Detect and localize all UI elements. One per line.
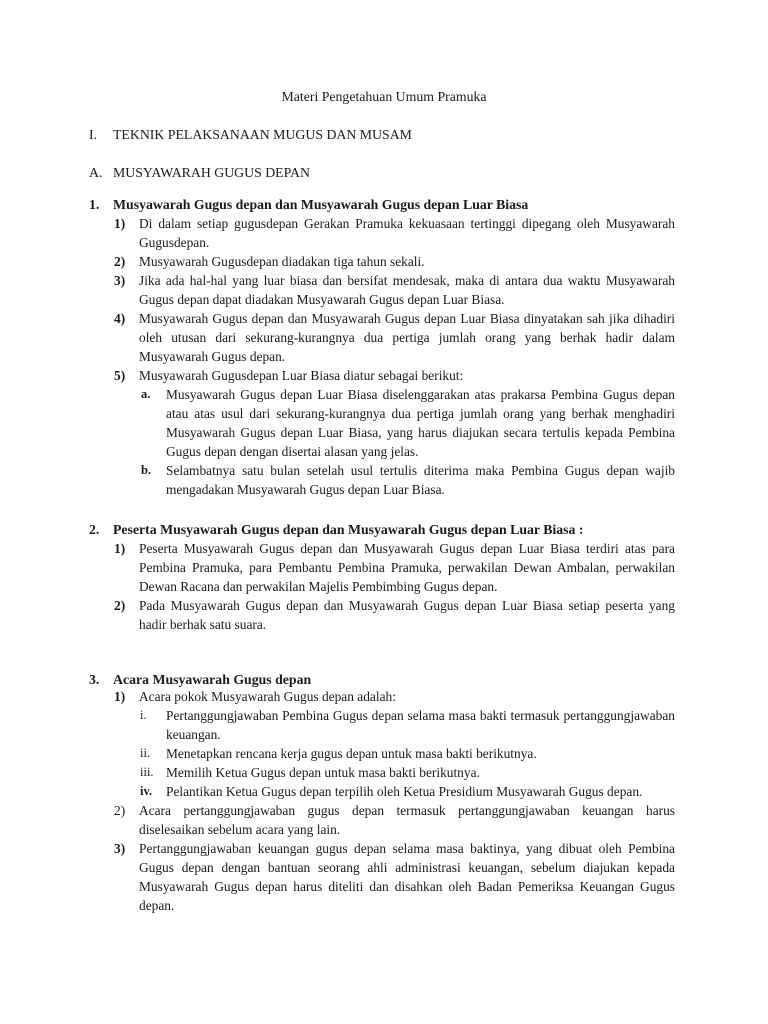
section-1-title: 1. Musyawarah Gugus depan dan Musyawarah Gugus depan Luar Biasa <box>89 197 529 212</box>
list-item: 3) Jika ada hal-hal yang luar biasa dan bersifat mendesak, maka di antara dua waktu Musyawarah Gugus depan dapat diadakan Musyawarah Gugus depan Luar Biasa. <box>114 273 675 307</box>
list-item: 2) Musyawarah Gugusdepan diadakan tiga tahun sekali. <box>114 254 425 269</box>
section-3-list <box>114 687 675 915</box>
document-title: Materi Pengetahuan Umum Pramuka <box>281 89 487 104</box>
list-item: 4) Musyawarah Gugus depan dan Musyawarah Gugus depan Luar Biasa dinyatakan sah jika dihadiri oleh utusan dari sekurang-kurangnya dua pertiga jumlah orang yang berhak hadir dalam Musyawarah Gugus depan. <box>114 311 675 364</box>
list-item: 1) Di dalam setiap gugusdepan Gerakan Pramuka kekuasaan tertinggi dipegang oleh Musyawarah Gugusdepan. <box>114 216 675 250</box>
list-item: 1) Acara pokok Musyawarah Gugus depan adalah: <box>114 689 396 704</box>
heading-roman-1 <box>89 127 412 143</box>
list-item: 3) Pertanggungjawaban keuangan gugus depan selama masa baktinya, yang dibuat oleh Pembina Gugus depan dengan bantuan seorang ahli administrasi keuangan, sebelum diajukan kepada Musyawarah Gugus depan harus diteliti dan disahkan oleh Badan Pemeriksa Keuangan Gugus depan. <box>114 841 675 913</box>
roman-item: ii. Menetapkan rencana kerja gugus depan untuk masa bakti berikutnya. <box>140 746 537 761</box>
list-item: 1) Peserta Musyawarah Gugus depan dan Musyawarah Gugus depan Luar Biasa terdiri atas para Pembina Pramuka, para Pembantu Pembina Pramuka, perwakilan Dewan Ambalan, perwakilan Dewan Racana dan perwakilan Majelis Pembimbing Gugus depan. <box>114 541 675 594</box>
roman-item: iii. Memilih Ketua Gugus depan untuk masa bakti berikutnya. <box>140 765 480 780</box>
heading-text: TEKNIK PELAKSANAAN MUGUS DAN MUSAM <box>113 127 412 142</box>
roman-sublist <box>114 706 675 801</box>
section-2-title: 2. Peserta Musyawarah Gugus depan dan Musyawarah Gugus depan Luar Biasa : <box>89 522 584 537</box>
sub-item: b. Selambatnya satu bulan setelah usul tertulis diterima maka Pembina Gugus depan wajib mengadakan Musyawarah Gugus depan Luar Biasa. <box>141 463 675 497</box>
roman-item: iv. Pelantikan Ketua Gugus depan terpilih oleh Ketua Presidium Musyawarah Gugus depan. <box>140 784 643 799</box>
section-1-list <box>114 214 675 499</box>
list-item: 2) Pada Musyawarah Gugus depan dan Musyawarah Gugus depan Luar Biasa setiap peserta yang hadir berhak satu suara. <box>114 598 675 632</box>
heading-number: A. <box>89 165 103 180</box>
heading-text: MUSYAWARAH GUGUS DEPAN <box>113 165 310 180</box>
heading-number: I. <box>89 127 98 142</box>
heading-a <box>89 165 310 181</box>
section-3-title: 3. Acara Musyawarah Gugus depan <box>89 672 312 687</box>
roman-item: i. Pertanggungjawaban Pembina Gugus depan selama masa bakti termasuk pertanggungjawaban keuangan. <box>140 708 675 742</box>
section-2-list <box>114 539 675 634</box>
sublist <box>114 385 675 499</box>
list-item: 5) Musyawarah Gugusdepan Luar Biasa diatur sebagai berikut: <box>114 368 464 383</box>
list-item: 2) Acara pertanggungjawaban gugus depan termasuk pertanggungjawaban keuangan harus diselesaikan sebelum acara yang lain. <box>114 803 675 837</box>
sub-item: a. Musyawarah Gugus depan Luar Biasa diselenggarakan atas prakarsa Pembina Gugus depan atau atas usul dari sekurang-kurangnya dua pertiga jumlah orang yang berhak menghadiri Musyawarah Gugus depan Luar Biasa, yang harus diajukan secara tertulis kepada Pembina Gugus depan dengan disertai alasan yang jelas. <box>141 387 675 459</box>
